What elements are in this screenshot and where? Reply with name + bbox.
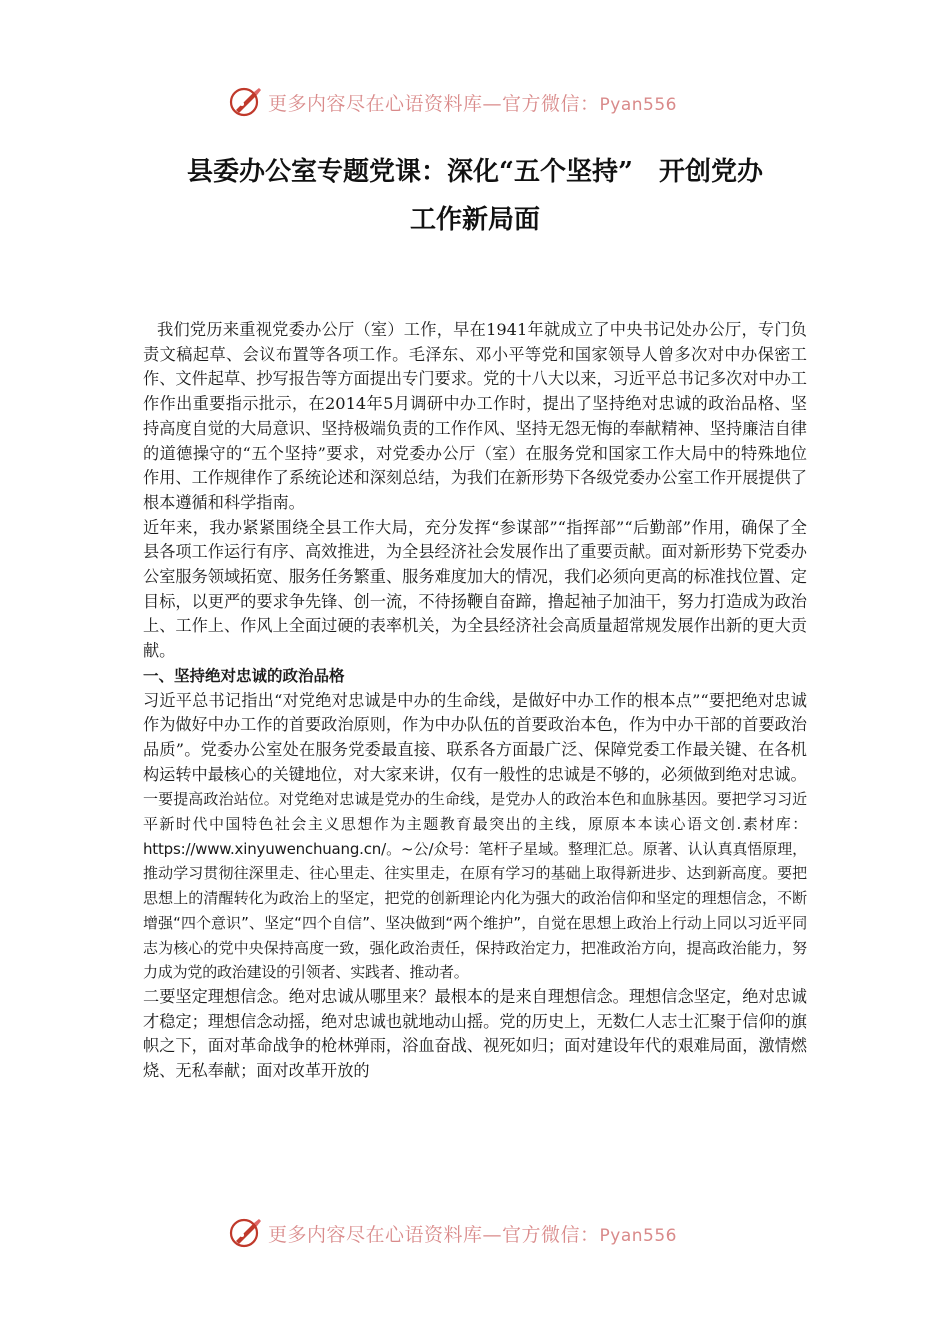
point-one-paragraph: 一要提高政治站位。对党绝对忠诚是党办的生命线，是党办人的政治本色和血脉基因。要把学习习近平新时代中国特色社会主义思想作为主题教育最突出的主线，原原本本读心语文创.素材库：https://www.xinyuwenchuang.cn/。~公/众号：笔杆子星域。整理汇总。原著、认认真真悟原理，推动学习贯彻往深里走、往心里走、往实里走，在原有学习的基础上取得新进步、达到新高度。要把思想上的清醒转化为政治上的坚定，把党的创新理论内化为强大的政治信仰和坚定的理想信念，不断增强“四个意识”、坚定“四个自信”、坚决做到“两个维护”，自觉在思想上政治上行动上同以习近平同志为核心的党中央保持高度一致，强化政治责任，保持政治定力，把准政治方向，提高政治能力，努力成为党的政治建设的引领者、实践者、推动者。	[143, 790, 807, 982]
title-line-2: 工作新局面	[409, 205, 540, 235]
intro-paragraph: 我们党历来重视党委办公厅（室）工作，早在1941年就成立了中央书记处办公厅，专门负责文稿起草、会议布置等各项工作。毛泽东、邓小平等党和国家领导人曾多次对中办保密工作、文件起草、抄写报告等方面提出专门要求。党的十八大以来，习近平总书记多次对中办工作作出重要指示批示，在2014年5月调研中办工作时，提出了坚持绝对忠诚的政治品格、坚持高度自觉的大局意识、坚持极端负责的工作作风、坚持无怨无悔的奉献精神、坚持廉洁自律的道德操守的“五个坚持”要求，对党委办公厅（室）在服务党和国家工作大局中的特殊地位作用、工作规律作了系统论述和深刻总结，为我们在新形势下各级党委办公室工作开展提供了根本遵循和科学指南。	[143, 320, 807, 512]
context-paragraph: 近年来，我办紧紧围绕全县工作大局，充分发挥“参谋部”“指挥部”“后勤部”作用，确保了全县各项工作运行有序、高效推进，为全县经济社会发展作出了重要贡献。面对新形势下党委办公室服务领域拓宽、服务任务繁重、服务难度加大的情况，我们必须向更高的标准找位置、定目标，以更严的要求争先锋、创一流，不待扬鞭自奋蹄，撸起袖子加油干，努力打造成为政治上、工作上、作风上全面过硬的表率机关，为全县经济社会高质量超常规发展作出新的更大贡献。	[143, 517, 807, 661]
header-watermark-banner	[228, 82, 718, 122]
document-title	[120, 148, 830, 244]
watermark-text: 更多内容尽在心语资料库—官方微信：Pyan556	[268, 1223, 677, 1246]
section-heading: 一、坚持绝对忠诚的政治品格	[143, 666, 345, 685]
footer-watermark-banner	[228, 1213, 718, 1253]
title-line-1: 县委办公室专题党课：深化“五个坚持” 开创党办	[187, 157, 763, 187]
point-two-paragraph: 二要坚定理想信念。绝对忠诚从哪里来？最根本的是来自理想信念。理想信念坚定，绝对忠诚才稳定；理想信念动摇，绝对忠诚也就地动山摇。党的历史上，无数仁人志士汇聚于信仰的旗帜之下，面对革命战争的枪林弹雨，浴血奋战、视死如归；面对建设年代的艰难局面，激情燃烧、无私奉献；面对改革开放的	[143, 986, 807, 1081]
pen-logo-icon	[228, 84, 264, 120]
document-body	[143, 318, 807, 1084]
watermark-text: 更多内容尽在心语资料库—官方微信：Pyan556	[268, 92, 677, 115]
section-paragraph: 习近平总书记指出“对党绝对忠诚是中办的生命线，是做好中办工作的根本点”“要把绝对忠诚作为做好中办工作的首要政治原则，作为中办队伍的首要政治本色，作为中办干部的首要政治品质”。党委办公室处在服务党委最直接、联系各方面最广泛、保障党委工作最关键、在各机构运转中最核心的关键地位，对大家来讲，仅有一般性的忠诚是不够的，必须做到绝对忠诚。	[143, 690, 807, 784]
pen-logo-icon	[228, 1215, 264, 1251]
